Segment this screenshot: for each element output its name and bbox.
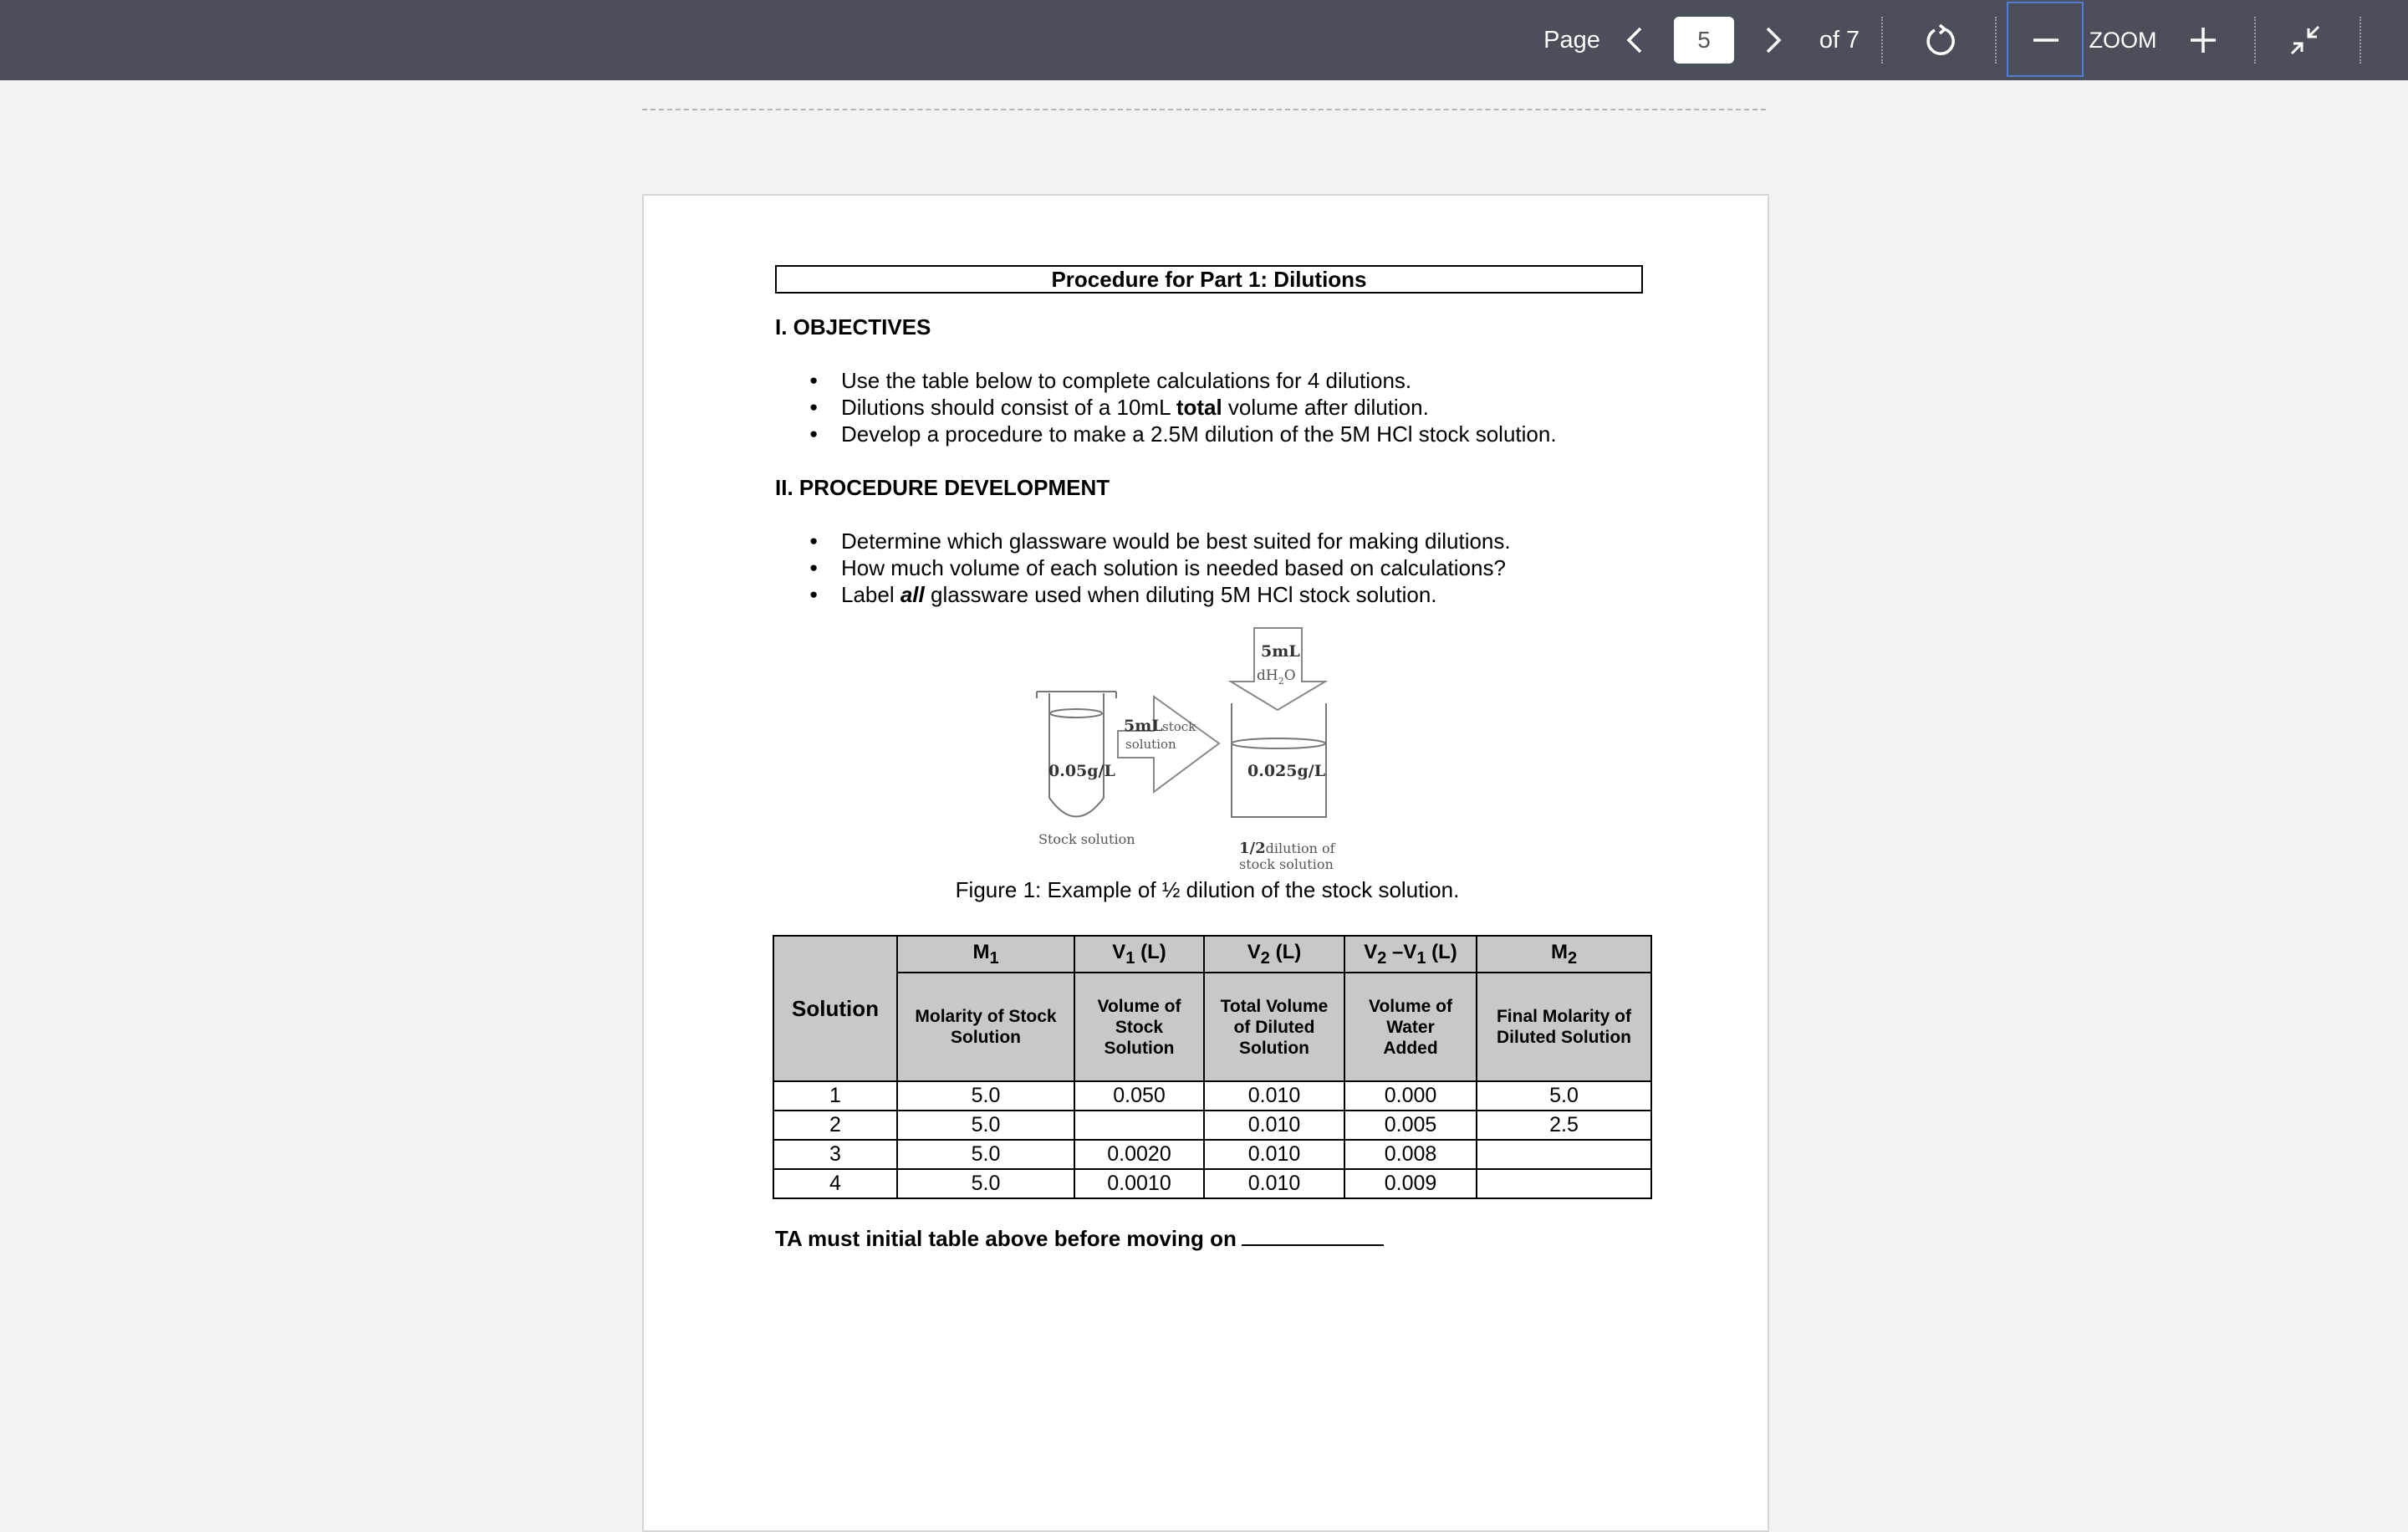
transfer-solution-label: solution [1125, 737, 1176, 752]
zoom-out-button[interactable] [2007, 2, 2084, 77]
dilution-figure [644, 626, 1771, 877]
table-cell: 2 [773, 1111, 897, 1140]
column-desc-v2: Total Volume of Diluted Solution [1204, 973, 1344, 1081]
column-header-m2: $M_2$ [1477, 936, 1651, 973]
figure-caption: Figure 1: Example of ½ dilution of the stock solution. [955, 877, 1460, 902]
bullet-text: Determine which glassware would be best suited for making dilutions. [841, 529, 1511, 554]
table-cell: 0.010 [1204, 1111, 1344, 1140]
table-cell: 0.009 [1344, 1169, 1477, 1198]
bullet-text: Use the table below to complete calculations for 4 dilutions. [841, 368, 1412, 393]
previous-page-button[interactable] [1614, 0, 1656, 80]
dilution-caption: 1/2dilution of [1239, 840, 1335, 857]
objectives-list [809, 367, 1557, 447]
table-cell: 0.008 [1344, 1140, 1477, 1169]
pdf-viewer-toolbar [0, 0, 2408, 80]
table-cell: 0.000 [1344, 1081, 1477, 1111]
table-row [773, 1140, 1651, 1169]
document-page [642, 194, 1769, 1532]
tube-concentration: 0.05g/L [1048, 762, 1115, 780]
plus-icon [2188, 25, 2218, 55]
table-cell: 5.0 [897, 1111, 1074, 1140]
stock-solution-caption: Stock solution [1038, 831, 1135, 847]
transfer-volume-label: 5mL [1124, 717, 1163, 735]
table-row [773, 1111, 1651, 1140]
column-header-m1: $M_1$ [897, 936, 1074, 973]
column-header-v2-minus-v1: $V_2$ $-V_1$ (L) [1344, 936, 1477, 973]
rotate-icon [1923, 23, 1958, 58]
table-cell: 0.010 [1204, 1081, 1344, 1111]
ta-initial-note [775, 1226, 1384, 1252]
dilution-caption-line-2: stock solution [1239, 856, 1334, 872]
bold-italic-text: all [900, 582, 925, 607]
bullet-text: glassware used when diluting 5M HCl stock solution. [924, 582, 1437, 607]
table-cell: 0.005 [1344, 1111, 1477, 1140]
stock-test-tube [1037, 692, 1116, 817]
column-desc-v1: Volume of Stock Solution [1074, 973, 1204, 1081]
table-row [773, 1081, 1651, 1111]
column-desc-water: Volume of Water Added [1344, 973, 1477, 1081]
ta-note-text: TA must initial table above before moving on [775, 1226, 1237, 1251]
list-item [809, 528, 1511, 554]
column-header-v2: $V_2$ (L) [1204, 936, 1344, 973]
table-cell: 0.010 [1204, 1140, 1344, 1169]
chevron-left-icon [1625, 25, 1645, 55]
table-cell: 2.5 [1477, 1111, 1651, 1140]
list-item [809, 421, 1557, 447]
next-page-button[interactable] [1752, 0, 1794, 80]
bullet-text: Develop a procedure to make a 2.5M dilution of the 5M HCl stock solution. [841, 421, 1557, 447]
exit-fullscreen-button[interactable] [2284, 0, 2326, 80]
zoom-label: ZOOM [2089, 27, 2157, 53]
table-cell: 0.050 [1074, 1081, 1204, 1111]
table-cell: 0.0020 [1074, 1140, 1204, 1169]
page-label: Page [1543, 26, 1600, 54]
bullet-text: Dilutions should consist of a 10mL [841, 395, 1176, 420]
table-cell: 1 [773, 1081, 897, 1111]
minus-icon [2032, 37, 2060, 43]
table-cell: 5.0 [897, 1169, 1074, 1198]
water-volume-label: 5mL [1261, 642, 1300, 661]
transfer-stock-label: stock [1162, 719, 1196, 734]
procedure-title: Procedure for Part 1: Dilutions [775, 265, 1643, 294]
dilution-table [773, 935, 1652, 1199]
table-cell [1477, 1169, 1651, 1198]
table-cell [1477, 1140, 1651, 1169]
previous-page-boundary [642, 109, 1766, 110]
table-row [773, 1169, 1651, 1198]
column-desc-m1: Molarity of Stock Solution [897, 973, 1074, 1081]
objectives-heading: I. OBJECTIVES [775, 314, 931, 340]
bold-text: total [1176, 395, 1222, 420]
toolbar-divider [1995, 17, 1997, 64]
table-cell: 3 [773, 1140, 897, 1169]
column-desc-m2: Final Molarity of Diluted Solution [1477, 973, 1651, 1081]
water-label: $dH_2O$ [1257, 667, 1296, 687]
list-item [809, 554, 1511, 581]
toolbar-divider [2360, 17, 2361, 64]
table-cell: 5.0 [897, 1140, 1074, 1169]
chevron-right-icon [1763, 25, 1783, 55]
page-number-input[interactable] [1674, 17, 1734, 64]
list-item [809, 394, 1557, 421]
table-cell: 4 [773, 1169, 897, 1198]
rotate-button[interactable] [1920, 0, 1962, 80]
procedure-development-list [809, 528, 1511, 608]
procedure-development-heading: II. PROCEDURE DEVELOPMENT [775, 475, 1110, 500]
toolbar-divider [2254, 17, 2256, 64]
bullet-text: How much volume of each solution is needed based on calculations? [841, 555, 1506, 580]
beaker-concentration: 0.025g/L [1247, 762, 1326, 780]
page-count: of 7 [1819, 26, 1860, 54]
table-cell: 5.0 [1477, 1081, 1651, 1111]
bullet-text: volume after dilution. [1222, 395, 1429, 420]
list-item [809, 367, 1557, 394]
table-cell [1074, 1111, 1204, 1140]
collapse-icon [2288, 23, 2322, 57]
column-header-solution: Solution [773, 936, 897, 1081]
column-header-v1: $V_1$ (L) [1074, 936, 1204, 973]
table-cell: 0.0010 [1074, 1169, 1204, 1198]
list-item [809, 581, 1511, 608]
dilution-beaker [1232, 703, 1326, 817]
bullet-text: Label [841, 582, 900, 607]
zoom-in-button[interactable] [2182, 0, 2224, 80]
table-cell: 0.010 [1204, 1169, 1344, 1198]
ta-initial-blank [1242, 1226, 1384, 1246]
table-cell: 5.0 [897, 1081, 1074, 1111]
toolbar-divider [1881, 17, 1883, 64]
